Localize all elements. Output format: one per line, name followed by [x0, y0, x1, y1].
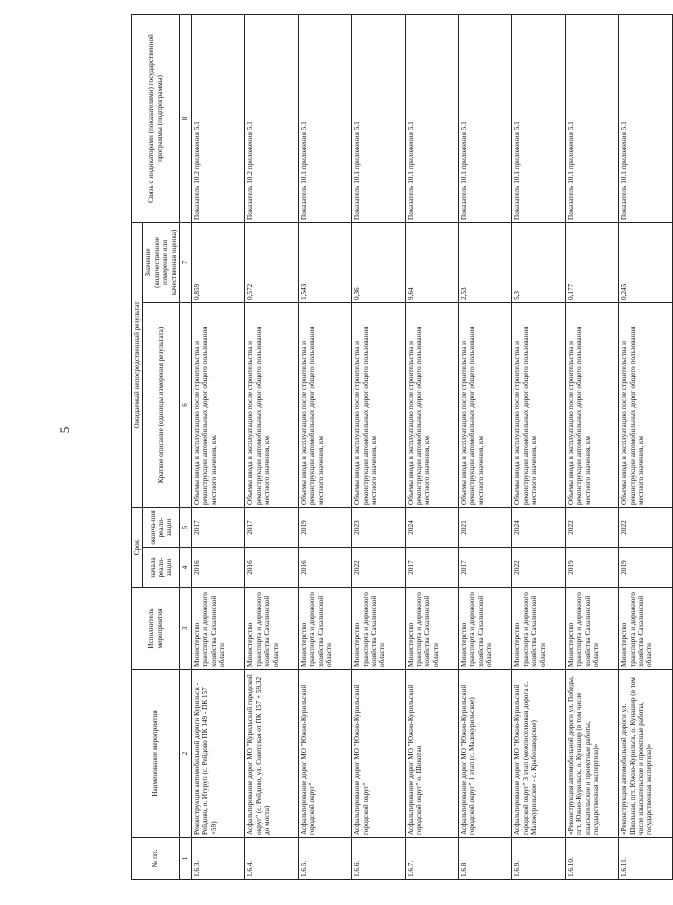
- table-row: [405, 14, 458, 879]
- cell-num: 1.6.6.: [352, 838, 405, 880]
- cell-end: 2021: [458, 507, 511, 547]
- table-row: [619, 14, 672, 879]
- col-number: 2: [180, 670, 192, 838]
- cell-start: 2022: [512, 548, 565, 588]
- table-row: [458, 14, 511, 879]
- cell-link: Показатель 10.1 приложения 5.1: [565, 14, 618, 222]
- cell-num: 1.6.9.: [512, 838, 565, 880]
- cell-value: 0,572: [245, 222, 298, 302]
- cell-executor: Министерство транспорта и дорожного хозяйства Сахалинской области: [565, 588, 618, 670]
- cell-value: 5,3: [512, 222, 565, 302]
- cell-brief: Объемы ввода в эксплуатацию после строительства и реконструкции автомобильных дорог общего пользования местного значения, км: [245, 302, 298, 507]
- cell-start: 2017: [405, 548, 458, 588]
- col-number: 6: [180, 302, 192, 507]
- cell-start: 2016: [191, 548, 244, 588]
- cell-end: 2017: [245, 507, 298, 547]
- cell-name: Асфальтирование дорог МО "Курильский городской округ" (с. Рейдово, ул. Советская от ПК 157 + 59,32 до моста): [245, 670, 298, 838]
- cell-link: Показатель 10.1 приложения 5.1: [298, 14, 351, 222]
- cell-num: 1.6.8: [458, 838, 511, 880]
- col-number: 1: [180, 838, 192, 880]
- cell-executor: Министерство транспорта и дорожного хозяйства Сахалинской области: [298, 588, 351, 670]
- cell-num: 1.6.10.: [565, 838, 618, 880]
- column-numbers-row: [180, 14, 192, 879]
- cell-start: 2022: [352, 548, 405, 588]
- cell-executor: Министерство транспорта и дорожного хозяйства Сахалинской области: [619, 588, 672, 670]
- cell-name: Асфальтирование дорог МО "Южно-Курильский городской округ": [298, 670, 351, 838]
- header-expected: Ожидаемый непосредственный результат: [132, 222, 143, 507]
- cell-executor: Министерство транспорта и дорожного хозяйства Сахалинской области: [245, 588, 298, 670]
- cell-start: 2017: [458, 548, 511, 588]
- cell-executor: Министерство транспорта и дорожного хозяйства Сахалинской области: [458, 588, 511, 670]
- cell-link: Показатель 10.1 приложения 5.1: [619, 14, 672, 222]
- col-number: 4: [180, 548, 192, 588]
- cell-end: 2023: [352, 507, 405, 547]
- header-executor: Исполнитель мероприятия: [132, 588, 180, 670]
- cell-name: Асфальтирование дорог МО "Южно-Курильский городской округ": [352, 670, 405, 838]
- header-end: оконча-ния реали-зации: [143, 507, 180, 547]
- header-name: Наименование мероприятия: [132, 670, 180, 838]
- table-row: [191, 14, 244, 879]
- header-num: № пп.: [132, 838, 180, 880]
- cell-value: 0,177: [565, 222, 618, 302]
- cell-end: 2024: [512, 507, 565, 547]
- header-link: Связь с индикаторами (показателями) государственной программы (подпрограммы): [132, 14, 180, 222]
- col-number: 3: [180, 588, 192, 670]
- col-number: 5: [180, 507, 192, 547]
- cell-num: 1.6.4.: [245, 838, 298, 880]
- cell-link: Показатель 10.1 приложения 5.1: [352, 14, 405, 222]
- cell-brief: Объемы ввода в эксплуатацию после строительства и реконструкции автомобильных дорог общего пользования местного значения, км: [405, 302, 458, 507]
- cell-brief: Объемы ввода в эксплуатацию после строительства и реконструкции автомобильных дорог общего пользования местного значения, км: [619, 302, 672, 507]
- cell-start: 2019: [619, 548, 672, 588]
- cell-brief: Объемы ввода в эксплуатацию после строительства и реконструкции автомобильных дорог общего пользования местного значения, км: [512, 302, 565, 507]
- rotated-page: [131, 15, 654, 880]
- cell-end: 2022: [565, 507, 618, 547]
- cell-link: Показатель 10.1 приложения 5.1: [405, 14, 458, 222]
- cell-value: 9,64: [405, 222, 458, 302]
- cell-name: Реконструкция автомобильной дороги Курильск - Рейдово, о. Итуруп (с. Рейдово ПК 149 - ПК 157 +59): [191, 670, 244, 838]
- table-row: [245, 14, 298, 879]
- cell-start: 2019: [565, 548, 618, 588]
- header-start: начала реали-зации: [143, 548, 180, 588]
- cell-end: 2017: [191, 507, 244, 547]
- cell-name: Асфальтирование дорог МО "Южно-Курильский городской округ" о. Шикотан: [405, 670, 458, 838]
- cell-link: Показатель 10.1 приложения 5.1: [512, 14, 565, 222]
- cell-link: Показатель 10.2 приложения 5.1: [245, 14, 298, 222]
- cell-value: 0,36: [352, 222, 405, 302]
- header-value: Значение (количественное измерение или качественная оценка): [143, 222, 180, 302]
- cell-brief: Объемы ввода в эксплуатацию после строительства и реконструкции автомобильных дорог общего пользования местного значения, км: [565, 302, 618, 507]
- cell-start: 2016: [245, 548, 298, 588]
- cell-value: 2,53: [458, 222, 511, 302]
- cell-num: 1.6.11.: [619, 838, 672, 880]
- cell-name: Асфальтирование дорог МО "Южно-Курильский городской округ" 3 этап (межпоселковая дорога с. Малокурильское - с. Крабозаводское): [512, 670, 565, 838]
- activities-table: [131, 14, 673, 880]
- table-row: [565, 14, 618, 879]
- cell-num: 1.6.7.: [405, 838, 458, 880]
- cell-executor: Министерство транспорта и дорожного хозяйства Сахалинской области: [405, 588, 458, 670]
- cell-name: «Реконструкция автомобильной дороги ул. Школьная, пгт. Южно-Курильск, о. Кунашир (в том числе изыскательские и проектные работы, государственная экспертиза)»: [619, 670, 672, 838]
- cell-brief: Объемы ввода в эксплуатацию после строительства и реконструкции автомобильных дорог общего пользования местного значения, км: [352, 302, 405, 507]
- cell-end: 2022: [619, 507, 672, 547]
- cell-executor: Министерство транспорта и дорожного хозяйства Сахалинской области: [191, 588, 244, 670]
- cell-brief: Объемы ввода в эксплуатацию после строительства и реконструкции автомобильных дорог общего пользования местного значения, км.: [191, 302, 244, 507]
- cell-brief: Объемы ввода в эксплуатацию после строительства и реконструкции автомобильных дорог общего пользования местного значения, км: [458, 302, 511, 507]
- col-number: 8: [180, 14, 192, 222]
- table-row: [352, 14, 405, 879]
- cell-num: 1.6.3.: [191, 838, 244, 880]
- cell-end: 2024: [405, 507, 458, 547]
- header-brief: Краткое описание (единицы измерения результата): [143, 302, 180, 507]
- cell-value: 0,245: [619, 222, 672, 302]
- cell-name: «Реконструкция автомобильной дороги ул. Победы, пгт. Южно-Курильск, о. Кунашир (в том числе изыскательские и проектные работы, государственная экспертиза)»: [565, 670, 618, 838]
- header-term: Срок: [132, 507, 143, 587]
- page-number: 5: [57, 426, 72, 434]
- table-row: [512, 14, 565, 879]
- cell-start: 2016: [298, 548, 351, 588]
- cell-executor: Министерство транспорта и дорожного хозяйства Сахалинской области: [512, 588, 565, 670]
- cell-end: 2019: [298, 507, 351, 547]
- cell-name: Асфальтирование дорог МО "Южно-Курильский городской округ" 1 этап (с. Малокурильское): [458, 670, 511, 838]
- cell-brief: Объемы ввода в эксплуатацию после строительства и реконструкции автомобильных дорог общего пользования местного значения, км: [298, 302, 351, 507]
- cell-value: 0,859: [191, 222, 244, 302]
- cell-link: Показатель 10.2 приложения 5.1: [191, 14, 244, 222]
- cell-value: 1,543: [298, 222, 351, 302]
- col-number: 7: [180, 222, 192, 302]
- cell-link: Показатель 10.1 приложения 5.1: [458, 14, 511, 222]
- table-row: [298, 14, 351, 879]
- cell-executor: Министерство транспорта и дорожного хозяйства Сахалинской области: [352, 588, 405, 670]
- cell-num: 1.6.5.: [298, 838, 351, 880]
